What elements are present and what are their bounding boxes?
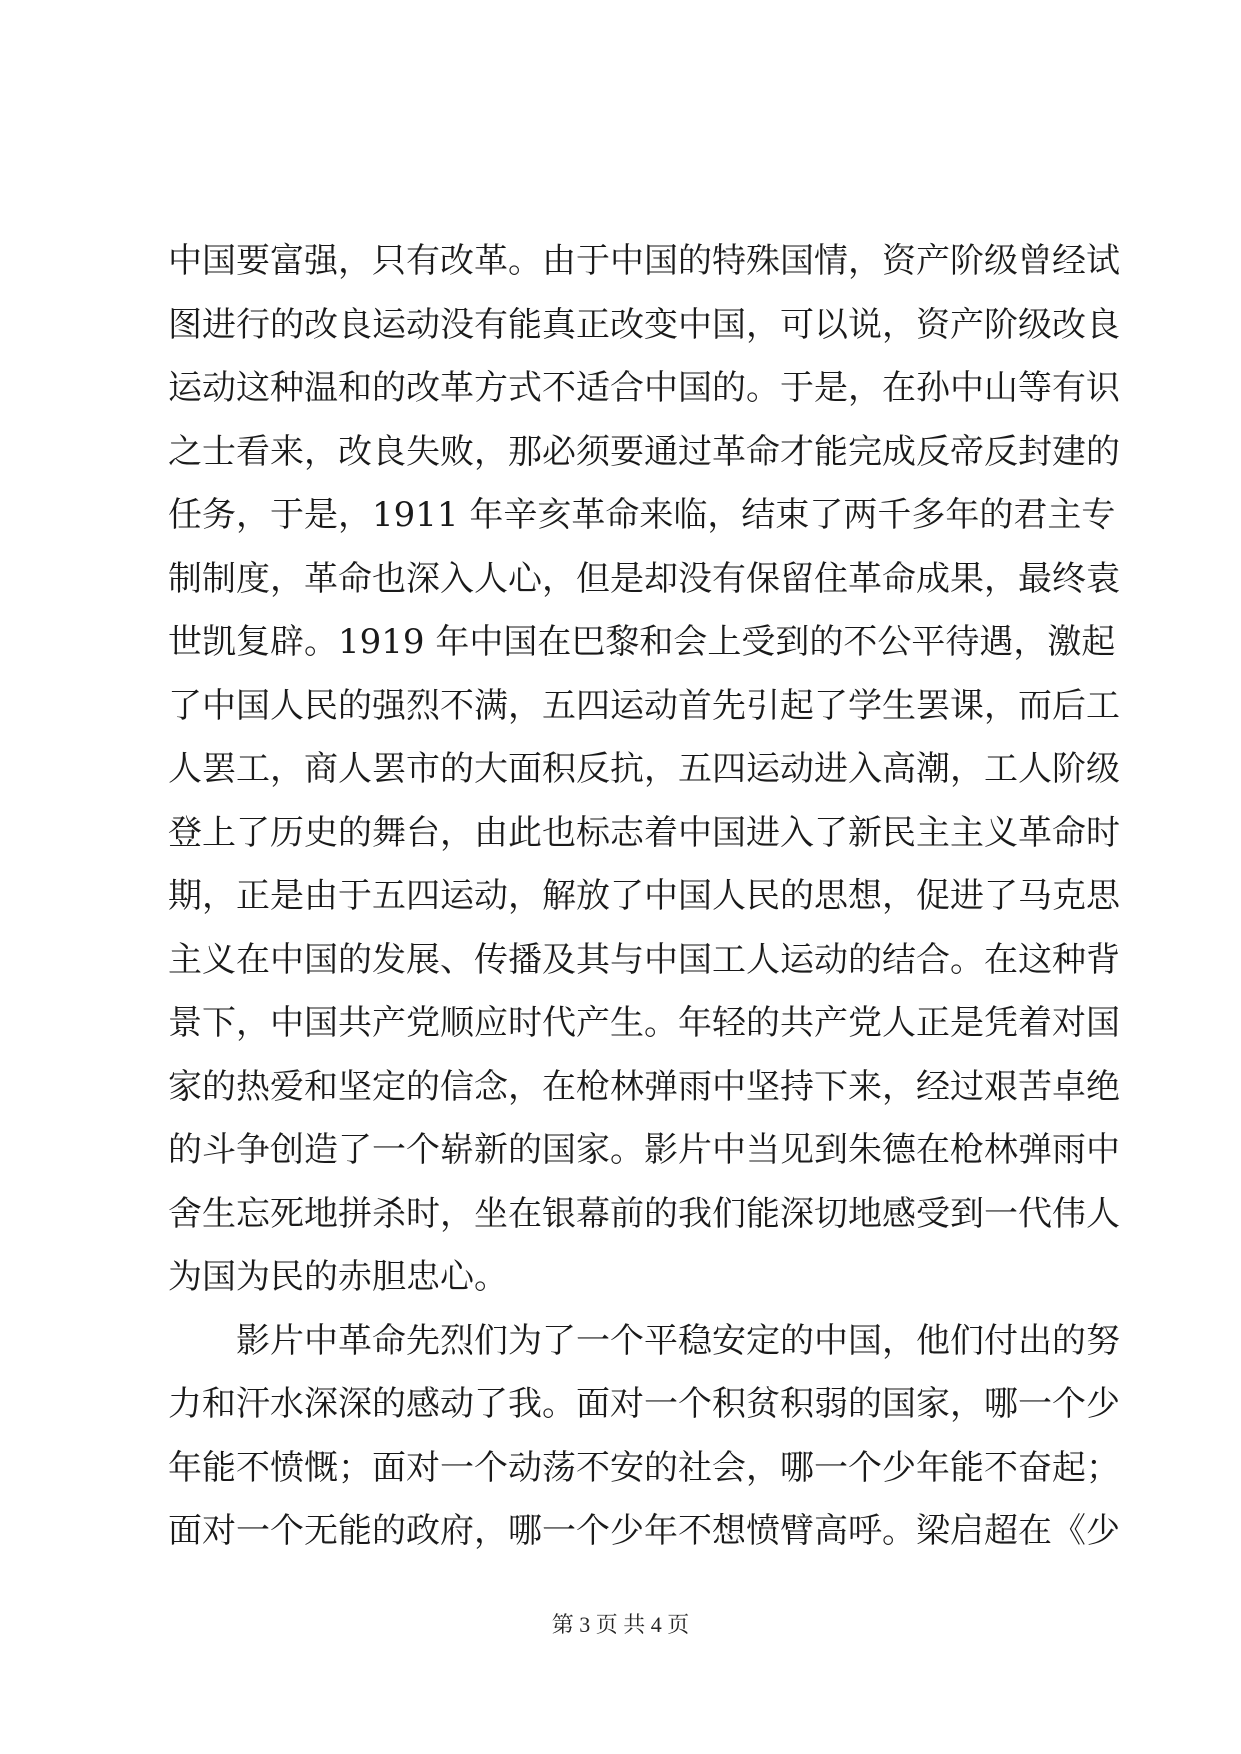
text-line: 年能不愤慨；面对一个动荡不安的社会，哪一个少年能不奋起； bbox=[168, 1447, 1120, 1488]
text-line: 力和汗水深深的感动了我。面对一个积贫积弱的国家，哪一个少 bbox=[168, 1384, 1120, 1424]
text-line: 主义在中国的发展、传播及其与中国工人运动的结合。在这种背 bbox=[168, 939, 1120, 980]
page-footer bbox=[0, 1608, 1241, 1639]
text-line: 中国要富强，只有改革。由于中国的特殊国情，资产阶级曾经试 bbox=[168, 241, 1120, 281]
text-line: 了中国人民的强烈不满，五四运动首先引起了学生罢课，而后工 bbox=[168, 685, 1120, 726]
paragraph-1 bbox=[168, 230, 1120, 1310]
text-line: 为国为民的赤胆忠心。 bbox=[168, 1257, 508, 1297]
page-number: 第 3 页 共 4 页 bbox=[551, 1612, 690, 1637]
text-line: 人罢工，商人罢市的大面积反抗，五四运动进入高潮，工人阶级 bbox=[168, 749, 1120, 789]
text-line: 面对一个无能的政府，哪一个少年不想愤臂高呼。梁启超在《少 bbox=[168, 1511, 1120, 1551]
text-line: 的斗争创造了一个崭新的国家。影片中当见到朱德在枪林弹雨中 bbox=[168, 1130, 1120, 1170]
paragraph-2 bbox=[168, 1310, 1120, 1564]
text-line: 舍生忘死地拼杀时，坐在银幕前的我们能深切地感受到一代伟人 bbox=[168, 1193, 1120, 1234]
text-line: 之士看来，改良失败，那必须要通过革命才能完成反帝反封建的 bbox=[168, 431, 1120, 472]
body-text bbox=[168, 230, 1120, 1564]
text-line: 任务，于是，1911 年辛亥革命来临，结束了两千多年的君主专 bbox=[168, 495, 1116, 535]
text-line: 世凯复辟。1919 年中国在巴黎和会上受到的不公平待遇，激起 bbox=[168, 622, 1116, 662]
text-line: 影片中革命先烈们为了一个平稳安定的中国，他们付出的努 bbox=[236, 1320, 1120, 1361]
text-line: 期，正是由于五四运动，解放了中国人民的思想，促进了马克思 bbox=[168, 876, 1120, 916]
text-line: 运动这种温和的改革方式不适合中国的。于是，在孙中山等有识 bbox=[168, 368, 1120, 408]
text-line: 景下，中国共产党顺应时代产生。年轻的共产党人正是凭着对国 bbox=[168, 1003, 1120, 1043]
text-line: 登上了历史的舞台，由此也标志着中国进入了新民主主义革命时 bbox=[168, 812, 1120, 853]
text-line: 图进行的改良运动没有能真正改变中国，可以说，资产阶级改良 bbox=[168, 304, 1120, 345]
text-line: 家的热爱和坚定的信念，在枪林弹雨中坚持下来，经过艰苦卓绝 bbox=[168, 1066, 1120, 1107]
text-line: 制制度，革命也深入人心，但是却没有保留住革命成果，最终袁 bbox=[168, 558, 1120, 599]
